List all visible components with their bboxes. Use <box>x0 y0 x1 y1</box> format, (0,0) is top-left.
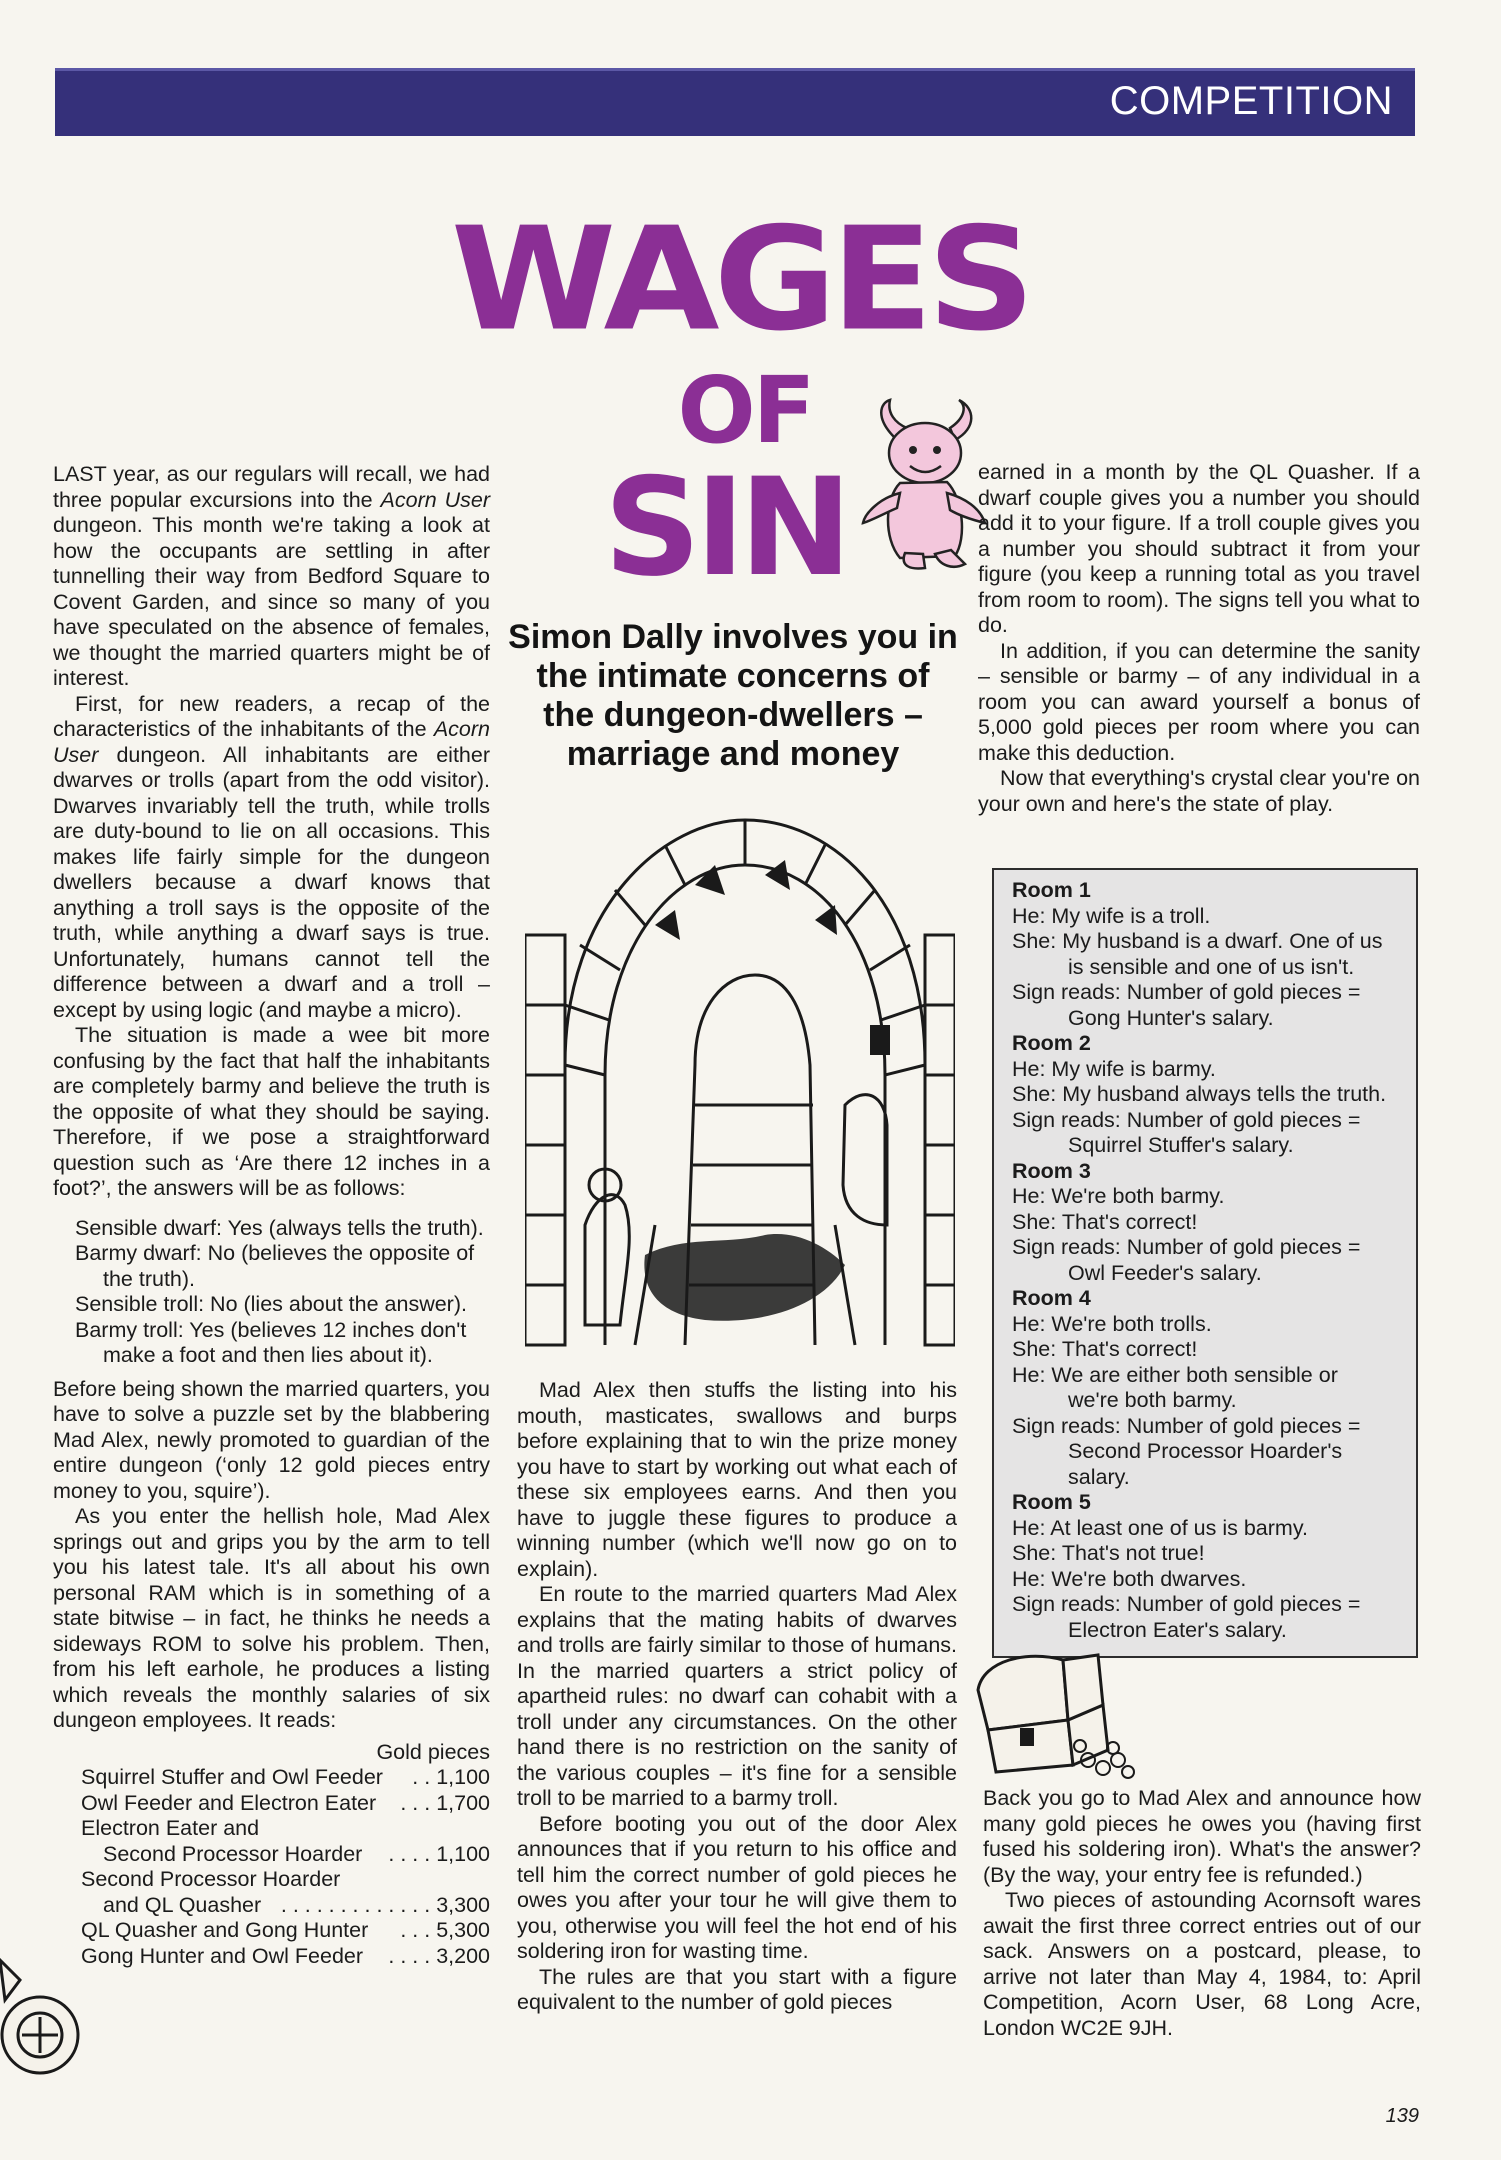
answer-item: Barmy troll: Yes (believes 12 inches don't make a foot and then lies about it). <box>75 1317 467 1367</box>
room-title: Room 2 <box>1012 1031 1091 1055</box>
prize-paragraph: Two pieces of astounding Acornsoft wares await the first three correct entries out of our sack. Answers on a postcard, please, to arrive not later than May 4, 1984, to: April Competition, Acorn User, 68 Long Acre, London WC2E 9JH. <box>983 1888 1421 2040</box>
salary-row: Electron Eater and <box>81 1816 260 1840</box>
rules-continued-paragraph: earned in a month by the QL Quasher. If a dwarf couple gives you a number you should add it to your figure. If a troll couple gives you a number you should subtract it from your figure (you keep a running total as you travel from room to room). The signs tell you what to do. <box>978 460 1420 637</box>
section-header-bar <box>55 68 1415 136</box>
recap-paragraph: First, for new readers, a recap of the characteristics of the inhabitants of the Acorn User dungeon. All inhabitants are either dwarves or trolls (apart from the odd visitor). Dwarves invariably tell the truth, while trolls are duty-bound to lie on all occasions. This makes life fairly simple for the dungeon dwellers because a dwarf knows that anything a troll says is the opposite of the truth, while anything a dwarf says is true. Unfortunately, humans cannot tell the difference between a dwarf and a troll – except by using logic (and maybe a micro). <box>53 691 490 1022</box>
salary-row: Squirrel Stuffer and Owl Feeder . . 1,100 <box>81 1765 490 1789</box>
section-label: COMPETITION <box>1109 79 1393 123</box>
answer-item: Sensible dwarf: Yes (always tells the truth). <box>75 1215 484 1240</box>
room-block <box>1012 878 1402 1031</box>
salary-row: QL Quasher and Gong Hunter . . . 5,300 <box>81 1918 490 1942</box>
rooms-box <box>992 868 1418 1658</box>
room-line: Second Processor Hoarder's salary. <box>1068 1439 1343 1489</box>
column-1 <box>53 462 490 1969</box>
answer-item: Barmy dwarf: No (believes the opposite of the truth). <box>75 1241 475 1291</box>
salary-row: Second Processor Hoarder . . . . 1,100 <box>103 1841 490 1866</box>
room-line: He: At least one of us is barmy. <box>1012 1515 1308 1540</box>
room-title: Room 4 <box>1012 1286 1091 1310</box>
room-line: is sensible and one of us isn't. <box>1068 954 1355 979</box>
room-line: He: We're both barmy. <box>1012 1184 1225 1208</box>
column-2 <box>517 1378 957 2016</box>
situation-paragraph: The situation is made a wee bit more confusing by the fact that half the inhabitants are completely barmy and believe the truth is the opposite of what they should be saying. Therefore, if we pose a straightforward question such as ‘Are there 12 inches in a foot?’, the answers will be as follows: <box>53 1023 490 1200</box>
column-3 <box>978 460 1420 817</box>
subheading: Simon Dally involves you in the intimate concerns of the dungeon-dwellers – marriage and money <box>508 618 958 773</box>
salary-row: Second Processor Hoarder <box>81 1867 341 1891</box>
room-line: She: That's correct! <box>1012 1337 1198 1361</box>
column-3-bottom <box>983 1786 1421 2041</box>
room-line: She: That's correct! <box>1012 1209 1198 1234</box>
room-line: Sign reads: Number of gold pieces = <box>1012 1413 1361 1438</box>
room-line: He: We are either both sensible or <box>1012 1362 1338 1387</box>
room-line: we're both barmy. <box>1068 1388 1237 1412</box>
page-number: 139 <box>1385 2105 1419 2127</box>
room-line: She: My husband is a dwarf. One of us <box>1012 929 1383 953</box>
dungeon-arch-illustration <box>525 805 955 1350</box>
title-line-1: WAGES <box>450 197 1030 363</box>
salary-row: and QL Quasher . . . . . . . . . . . . . 3,300 <box>103 1892 490 1917</box>
room-block <box>1012 1286 1402 1490</box>
intro-paragraph: LAST year, as our regulars will recall, we had three popular excursions into the Acorn User dungeon. This month we're taking a look at how the occupants are settling in after tunnelling their way from Bedford Square to Covent Garden, and since so many of you have speculated on the absence of females, we thought the married quarters might be of interest. <box>53 462 490 690</box>
title-line-2: OF <box>677 357 813 464</box>
room-title: Room 1 <box>1012 878 1091 902</box>
room-line: Sign reads: Number of gold pieces = <box>1012 1235 1361 1259</box>
room-line: Squirrel Stuffer's salary. <box>1068 1133 1294 1157</box>
answers-list <box>53 1216 490 1369</box>
answer-item: Sensible troll: No (lies about the answer). <box>75 1292 467 1316</box>
room-line: He: We're both dwarves. <box>1012 1566 1247 1591</box>
room-block <box>1012 1031 1402 1159</box>
room-line: Sign reads: Number of gold pieces = <box>1012 980 1361 1004</box>
booting-paragraph: Before booting you out of the door Alex announces that if you return to his office and tell him the correct number of gold pieces he owes you after your tour he will give them to you, otherwise you will feel the hot end of his soldering iron for wasting time. <box>517 1811 957 1963</box>
room-line: Gong Hunter's salary. <box>1068 1005 1274 1030</box>
title-line-3: SIN <box>603 449 847 606</box>
room-block <box>1012 1159 1402 1287</box>
room-title: Room 5 <box>1012 1490 1091 1514</box>
room-line: He: We're both trolls. <box>1012 1311 1212 1336</box>
listing-paragraph: As you enter the hellish hole, Mad Alex springs out and grips you by the arm to tell you his latest tale. It's all about his own personal RAM which is in something of a state bitwise – in fact, he thinks he needs a sideways ROM to solve his problem. Then, from his left earhole, he produces a listing which reveals the monthly salaries of six dungeon employees. It reads: <box>53 1504 490 1732</box>
listing-explain-paragraph: Mad Alex then stuffs the listing into his mouth, masticates, swallows and burps before explaining that to win the prize money you have to start by working out what each of these six employees earns. And then you have to juggle these figures to produce a winning number (which we'll now go on to explain). <box>517 1378 957 1581</box>
salary-row: Gong Hunter and Owl Feeder . . . . 3,200 <box>81 1943 490 1968</box>
state-of-play-paragraph: Now that everything's crystal clear you're on your own and here's the state of play. <box>978 766 1420 816</box>
room-line: Sign reads: Number of gold pieces = <box>1012 1592 1361 1616</box>
rules-paragraph: The rules are that you start with a figure equivalent to the number of gold pieces <box>517 1964 957 2014</box>
room-line: Electron Eater's salary. <box>1068 1617 1287 1642</box>
corner-character-illustration <box>0 1950 90 2080</box>
salary-table-header: Gold pieces <box>376 1739 490 1764</box>
room-line: She: My husband always tells the truth. <box>1012 1082 1387 1106</box>
room-line: He: My wife is barmy. <box>1012 1056 1216 1081</box>
salary-table <box>53 1765 490 1969</box>
bonus-paragraph: In addition, if you can determine the sanity – sensible or barmy – of any individual in a room you can award yourself a bonus of 5,000 gold pieces per room where you can make this deduction. <box>978 638 1420 765</box>
answer-question-paragraph: Back you go to Mad Alex and announce how many gold pieces he owes you (having first fused his soldering iron). What's the answer? (By the way, your entry fee is refunded.) <box>983 1786 1421 1887</box>
treasure-chest-illustration <box>968 1650 1143 1780</box>
room-line: She: That's not true! <box>1012 1541 1205 1565</box>
salary-row: Owl Feeder and Electron Eater . . . 1,700 <box>81 1790 490 1815</box>
imp-illustration <box>855 398 995 573</box>
room-line: Owl Feeder's salary. <box>1068 1260 1262 1285</box>
room-line: Sign reads: Number of gold pieces = <box>1012 1107 1361 1132</box>
puzzle-paragraph: Before being shown the married quarters, you have to solve a puzzle set by the blabbering Mad Alex, newly promoted to guardian of the entire dungeon (‘only 12 gold pieces entry money to you, squire’). <box>53 1376 490 1503</box>
room-title: Room 3 <box>1012 1158 1091 1183</box>
married-quarters-paragraph: En route to the married quarters Mad Alex explains that the mating habits of dwarves and trolls are fairly similar to those of humans. In the married quarters a strict policy of apartheid rules: no dwarf can cohabit with a troll under any circumstances. On the other hand there is no restriction on the sanity of the various couples – it's fine for a sensible troll to be married to a barmy troll. <box>517 1582 957 1810</box>
room-line: He: My wife is a troll. <box>1012 903 1211 928</box>
room-block <box>1012 1490 1402 1643</box>
